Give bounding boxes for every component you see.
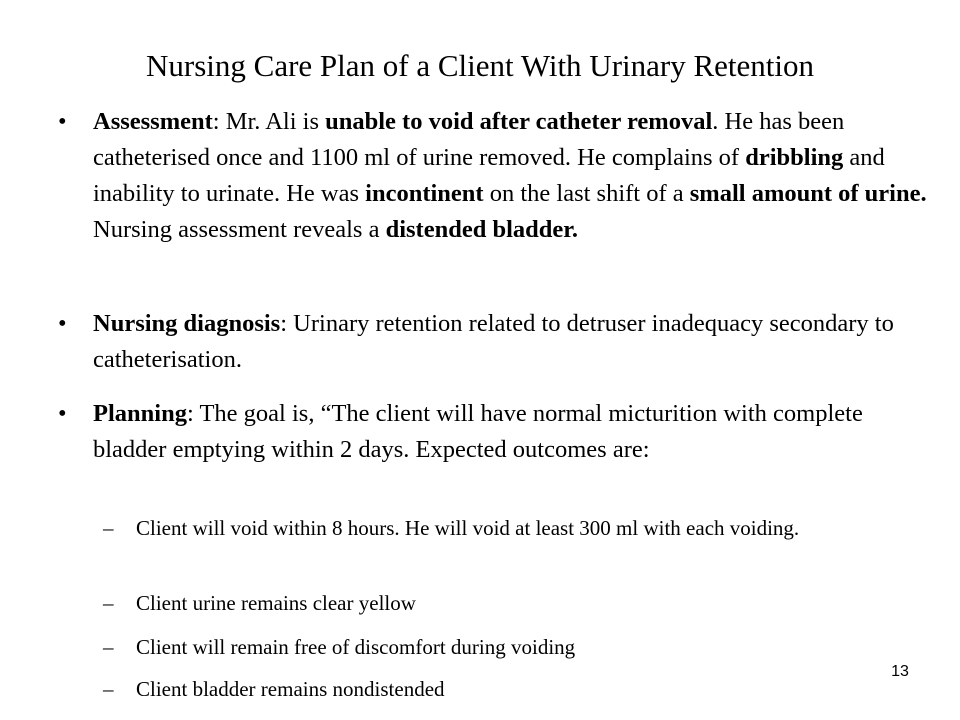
sub-item-marker: – [103, 635, 114, 659]
text-run: Planning [93, 400, 187, 427]
sub-item-text: Client urine remains clear yellow [136, 591, 416, 615]
bullet-marker: • [58, 310, 67, 337]
bullet-text [93, 306, 933, 378]
text-run: and inability to urinate. He was [93, 144, 891, 207]
text-run: : Mr. Ali is [212, 108, 326, 135]
text-run: : The goal is, “The client will have normal micturition with complete bladder emptying within 2 days. Expected outcomes are: [93, 400, 869, 463]
text-run: incontinent [365, 180, 484, 207]
text-run: Nursing diagnosis [93, 310, 281, 337]
text-run: Assessment [93, 108, 213, 135]
text-run: unable to void after catheter removal [325, 108, 713, 135]
text-run: dribbling [745, 144, 844, 171]
sub-item-text: Client will void within 8 hours. He will void at least 300 ml with each voiding. [136, 516, 800, 540]
bullet-marker: • [58, 400, 67, 427]
sub-item-marker: – [103, 591, 114, 615]
sub-item-marker: – [103, 516, 114, 540]
bullet-text [93, 104, 933, 248]
sub-item-text: Client bladder remains nondistended [136, 677, 445, 701]
bullet-marker: • [58, 108, 67, 135]
text-run: small amount of urine. [689, 180, 927, 207]
text-run: on the last shift of a [483, 180, 690, 207]
sub-item-marker: – [103, 677, 114, 701]
text-run: . He has been catheterised once and 1100 ml of urine removed. He complains of [93, 108, 851, 171]
text-run: : Urinary retention related to detruser inadequacy secondary to catheterisation. [93, 310, 900, 373]
text-run: Nursing assessment reveals a [93, 180, 933, 243]
bullet-text [93, 396, 933, 468]
text-run: distended bladder. [385, 216, 579, 243]
slide-title: Nursing Care Plan of a Client With Urinary Retention [146, 48, 814, 83]
page-number: 13 [891, 663, 909, 680]
sub-item-text: Client will remain free of discomfort during voiding [136, 635, 576, 659]
